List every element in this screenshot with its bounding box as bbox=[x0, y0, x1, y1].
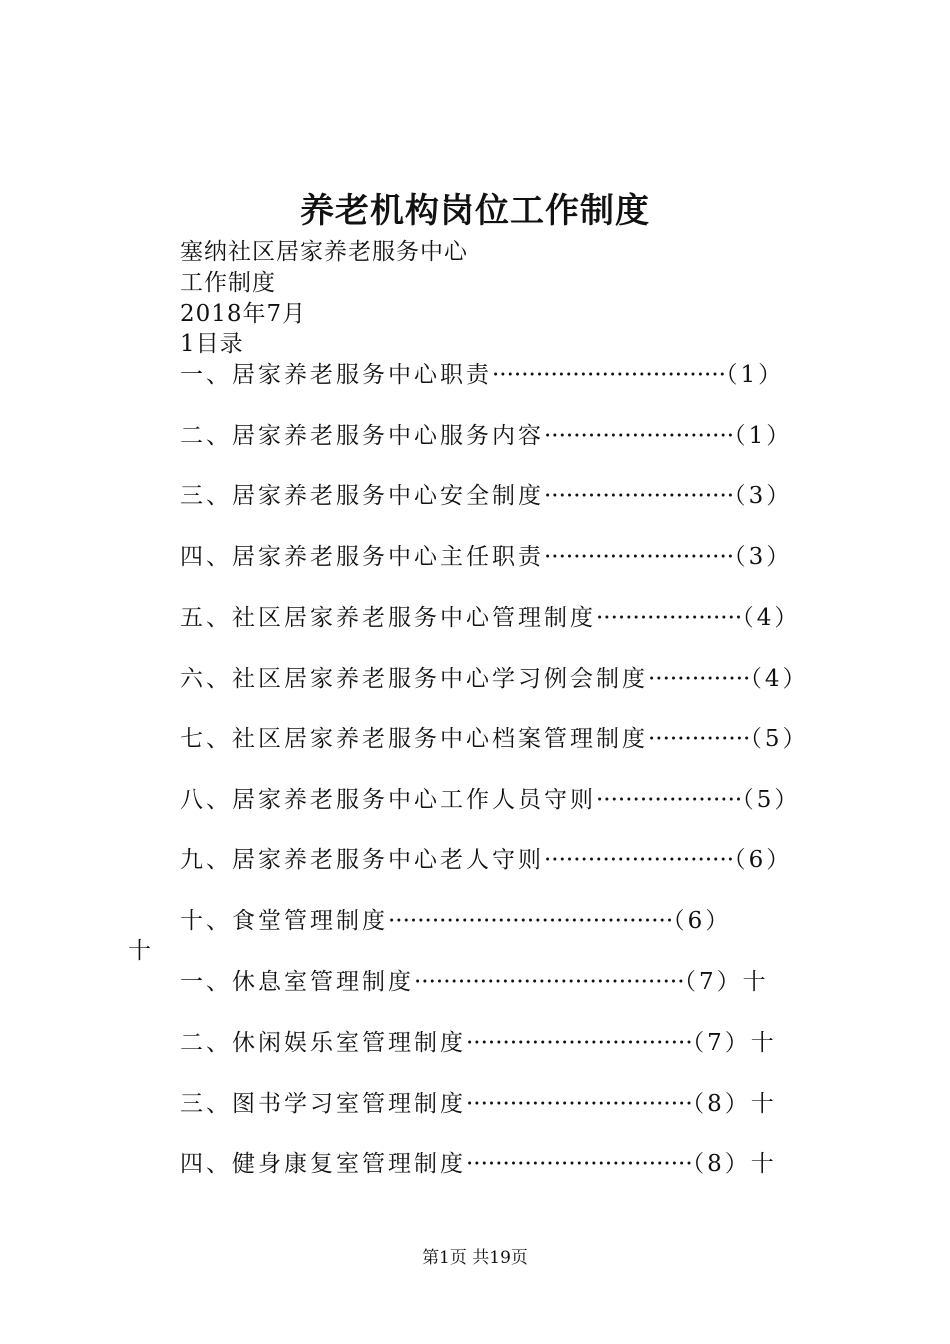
toc-entry-page: （8） bbox=[692, 1151, 751, 1177]
toc-entry bbox=[180, 421, 792, 451]
toc-heading: 1目录 bbox=[180, 331, 244, 357]
toc-entry-page: （3） bbox=[734, 483, 793, 509]
toc-entry-page: （3） bbox=[734, 544, 793, 570]
page-footer: 第1页 共19页 bbox=[422, 1248, 528, 1268]
toc-entry bbox=[180, 845, 792, 875]
toc-entry-label: 六、社区居家养老服务中心学习例会制度 bbox=[180, 666, 648, 692]
toc-entry-label: 三、居家养老服务中心安全制度 bbox=[180, 483, 544, 509]
toc-entry-label: 四、健身康复室管理制度 bbox=[180, 1151, 466, 1177]
toc-entry-page: （6） bbox=[734, 847, 793, 873]
toc-entry-page: （5） bbox=[742, 787, 801, 813]
toc-entry-page: （6） bbox=[673, 908, 732, 934]
toc-entry-label: 四、居家养老服务中心主任职责 bbox=[180, 544, 544, 570]
toc-entry-page: （1） bbox=[734, 423, 793, 449]
toc-leader-dots: ······························· bbox=[466, 1030, 693, 1056]
document-date: 2018年7月 bbox=[180, 301, 307, 327]
toc-entry-page: （4） bbox=[750, 666, 809, 692]
toc-entry-label: 一、居家养老服务中心职责 bbox=[180, 362, 492, 388]
toc-entry-page: （1） bbox=[725, 362, 785, 388]
toc-leader-dots: ···················· bbox=[596, 787, 743, 813]
toc-entry-label: 二、居家养老服务中心服务内容 bbox=[180, 423, 544, 449]
toc-entry-label: 七、社区居家养老服务中心档案管理制度 bbox=[180, 726, 648, 752]
toc-entry-label: 十、食堂管理制度 bbox=[180, 908, 388, 934]
toc-leader-dots: ·························· bbox=[544, 423, 735, 449]
stray-character: 十 bbox=[128, 938, 151, 964]
toc-entry bbox=[180, 785, 800, 815]
toc-leader-dots: ·························· bbox=[544, 544, 735, 570]
organization-name: 塞纳社区居家养老服务中心 bbox=[180, 239, 468, 265]
toc-entry-page: （5） bbox=[750, 726, 809, 752]
toc-entry bbox=[180, 1149, 777, 1179]
toc-entry-label: 八、居家养老服务中心工作人员守则 bbox=[180, 787, 596, 813]
toc-leader-dots: ······························· bbox=[466, 1091, 693, 1117]
toc-entry bbox=[180, 906, 731, 936]
toc-entry bbox=[180, 967, 769, 997]
toc-entry bbox=[180, 542, 792, 572]
toc-entry bbox=[180, 1089, 777, 1119]
toc-entry-suffix: 十 bbox=[742, 969, 769, 995]
toc-leader-dots: ·························· bbox=[544, 483, 735, 509]
toc-entry bbox=[180, 360, 784, 390]
toc-leader-dots: ···················· bbox=[596, 605, 743, 631]
toc-entry bbox=[180, 724, 809, 754]
toc-entry-suffix: 十 bbox=[750, 1151, 777, 1177]
toc-entry bbox=[180, 481, 792, 511]
toc-entry-suffix: 十 bbox=[750, 1030, 777, 1056]
document-title: 养老机构岗位工作制度 bbox=[300, 191, 650, 231]
toc-leader-dots: ·············· bbox=[648, 666, 751, 692]
toc-leader-dots: ····································· bbox=[414, 969, 685, 995]
document-name: 工作制度 bbox=[180, 270, 276, 296]
toc-entry-label: 一、休息室管理制度 bbox=[180, 969, 414, 995]
toc-leader-dots: ·························· bbox=[544, 847, 735, 873]
toc-entry-label: 九、居家养老服务中心老人守则 bbox=[180, 847, 544, 873]
toc-entry-page: （7） bbox=[684, 969, 743, 995]
toc-entry-label: 二、休闲娱乐室管理制度 bbox=[180, 1030, 466, 1056]
toc-entry-page: （7） bbox=[692, 1030, 751, 1056]
toc-entry-page: （4） bbox=[742, 605, 801, 631]
toc-entry-suffix: 十 bbox=[750, 1091, 777, 1117]
toc-leader-dots: ·············· bbox=[648, 726, 751, 752]
toc-entry bbox=[180, 1028, 777, 1058]
toc-entry bbox=[180, 603, 800, 633]
toc-entry-label: 三、图书学习室管理制度 bbox=[180, 1091, 466, 1117]
toc-entry-page: （8） bbox=[692, 1091, 751, 1117]
toc-leader-dots: ································ bbox=[492, 362, 726, 388]
toc-entry-label: 五、社区居家养老服务中心管理制度 bbox=[180, 605, 596, 631]
toc-leader-dots: ······································· bbox=[388, 908, 674, 934]
toc-leader-dots: ······························· bbox=[466, 1151, 693, 1177]
toc-entry bbox=[180, 664, 809, 694]
